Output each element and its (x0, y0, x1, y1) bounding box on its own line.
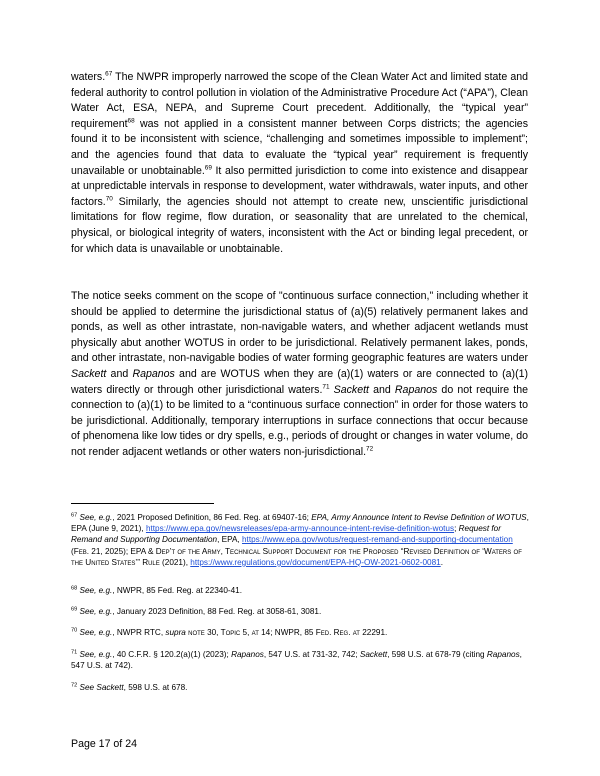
text-run: do not require the connection to (a)(1) to be limited to a “continuous surface connection” in order for those waters to be jurisdictional. Additionally, temporary interruptions in surface connections that occur because of phenomena like low tides or dry spells, e.g., periods of drought or changes in water volume, do not render adjacent wetlands or other waters non-jurisdictional. (71, 383, 528, 458)
link-regulations-gov[interactable]: https://www.regulations.gov/document/EPA-HQ-OW-2021-0602-0081 (190, 557, 441, 567)
source-title: EPA, Army Announce Intent to Revise Definition of WOTUS (311, 513, 527, 522)
text-run: and (368, 383, 395, 396)
footnote-number: 68 (71, 585, 78, 592)
text-run: , EPA (June 9, 2021), (71, 513, 529, 534)
body-paragraph-1 (71, 70, 528, 257)
text-run: note 30, Topic 5, at 14; NWPR, 85 Fed. Reg. at 22291. (185, 628, 388, 637)
footnote-separator (71, 503, 214, 504)
signal: See, e.g. (79, 586, 113, 595)
footnote-number: 71 (71, 649, 78, 656)
footnote-ref-69[interactable]: 69 (204, 164, 212, 172)
case-name: Sackett (333, 383, 369, 396)
footnote-number: 67 (71, 512, 78, 519)
case-name: Rapanos (231, 650, 264, 659)
text-run: , NWPR RTC, (112, 628, 166, 637)
text-run: and (106, 367, 133, 380)
text-run: , 40 C.F.R. § 120.2(a)(1) (2023); (112, 650, 232, 659)
text-run: , January 2023 Definition, 88 Fed. Reg. at 3058-61, 3081. (112, 607, 322, 616)
signal: See, e.g. (79, 628, 113, 637)
footnote-ref-72[interactable]: 72 (366, 445, 374, 453)
text-run: , 598 U.S. at 678. (123, 683, 188, 692)
footnote-67 (71, 512, 531, 568)
text-run: , 2021 Proposed Definition, 86 Fed. Reg. at 69407-16; (112, 513, 312, 522)
footnote-ref-70[interactable]: 70 (105, 195, 113, 203)
text-run: . (440, 557, 443, 567)
source-title: Request for Remand and Supporting Documentation (71, 524, 501, 545)
case-name: Rapanos (486, 650, 520, 659)
page-number: Page 17 of 24 (71, 738, 137, 750)
text-run: and are WOTUS when they are (a)(1) waters or are connected to (a)(1) waters directly or through other jurisdictional waters. (71, 367, 529, 396)
body-paragraph-2 (71, 289, 528, 461)
footnote-70 (71, 627, 531, 638)
footnote-number: 72 (71, 682, 78, 689)
case-name: Sackett (71, 367, 107, 380)
text-run: waters. (71, 71, 106, 83)
signal: See, e.g. (79, 513, 113, 522)
text-run: , 598 U.S. at 678-79 (citing (387, 650, 487, 659)
text-run: The notice seeks comment on the scope of "continuous surface connection," including whether it should be applied to determine the jurisdictional status of (a)(5) relatively permanent lakes and ponds, as well as other intrastate, non-navigable waters, and whether adjacent wetlands must physically abut another WOTUS in order to be jurisdictional. Relatively permanent lakes, ponds, and other intrastate, non-navigable bodies of water forming geographic features are waters under (71, 290, 528, 365)
text-run: Similarly, the agencies should not attempt to create new, unscientific jurisdictional limitations for flow regime, flow duration, or seasonality that are unrelated to the chemical, physical, or biological integrity of waters, inconsistent with the Act or binding legal precedent, or for which data is unavailable or unobtainable. (71, 195, 528, 255)
case-name: Rapanos (394, 383, 438, 396)
footnote-number: 70 (71, 627, 78, 634)
text-run: It also permitted jurisdiction to come into existence and disappear at unpredictable intervals in response to development, water withdrawals, water inputs, and other factors. (71, 164, 528, 208)
text-run: The NWPR improperly narrowed the scope of the Clean Water Act and limited state and federal authority to control pollution in violation of the Administrative Procedure Act (“APA”), Clean Water Act, ESA, NEPA, and Supreme Court precedent. Additionally, the “typical year” requirement (71, 71, 528, 130)
footnote-ref-67[interactable]: 67 (105, 70, 113, 78)
signal: See, e.g. (79, 650, 113, 659)
text-run: , 547 U.S. at 731-32, 742; (263, 650, 360, 659)
footnote-number: 69 (71, 606, 78, 613)
signal: supra (165, 628, 186, 637)
link-epa-remand[interactable]: https://www.epa.gov/wotus/request-remand-and-supporting-documentation (241, 535, 513, 545)
text-run: was not applied in a consistent manner between Corps districts; the agencies found it to be inconsistent with science, “challenging and sometimes impossible to implement”; and the agencies found that data to evaluate the “typical year” requirement is frequently unavailable or unobtainable. (71, 117, 528, 177)
footnote-ref-71[interactable]: 71 (322, 383, 330, 391)
case-name: Sackett (359, 650, 388, 659)
footnote-71 (71, 649, 531, 671)
footnote-ref-68[interactable]: 68 (127, 117, 135, 125)
footnote-69 (71, 606, 531, 617)
link-epa-newsrelease[interactable]: https://www.epa.gov/newsreleases/epa-army-announce-intent-revise-definition-wotus (145, 524, 455, 534)
text-run: , NWPR, 85 Fed. Reg. at 22340-41. (112, 586, 242, 595)
signal: See Sackett (79, 683, 124, 692)
case-name: Rapanos (132, 367, 175, 380)
text-run: , EPA, (217, 535, 242, 545)
footnote-68 (71, 585, 531, 596)
text-run: ; (454, 524, 459, 534)
footnote-72 (71, 682, 531, 693)
text-run: , 547 U.S. at 742). (71, 650, 522, 671)
text-run: (Feb. 21, 2025); EPA & Dep’t of the Army, Technical Support Document for the Proposed “Revised Definition of ‘Waters of the United States’” Rule (2021), (71, 546, 522, 567)
signal: See, e.g. (79, 607, 113, 616)
